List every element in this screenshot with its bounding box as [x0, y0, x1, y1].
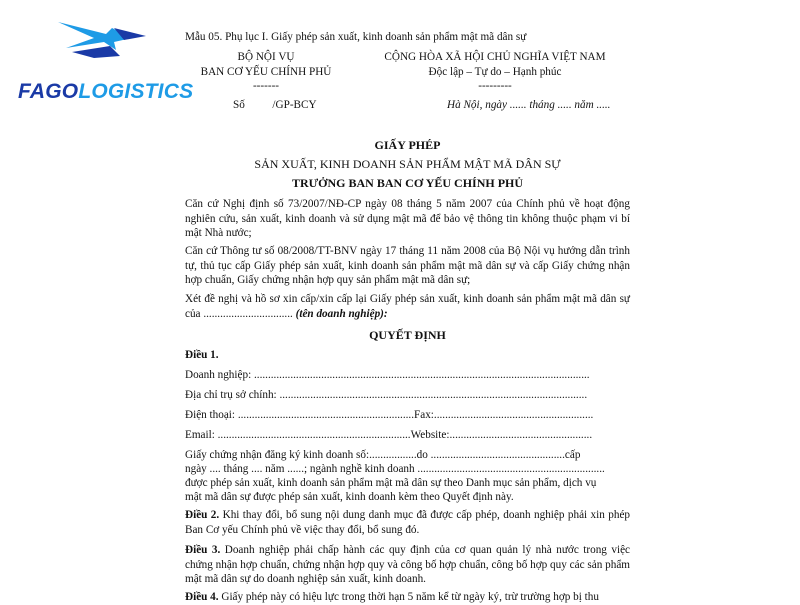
so-value: /GP-BCY: [272, 99, 317, 111]
article-2: [185, 508, 630, 537]
license-line-4: mật mã dân sự được phép sản xuất, kinh doanh kèm theo Quyết định này.: [185, 491, 514, 503]
article-3-label: Điều 3.: [185, 544, 221, 556]
preamble-3: [185, 292, 630, 321]
header-right: [365, 50, 625, 94]
decision-heading: QUYẾT ĐỊNH: [369, 328, 446, 342]
title-giay-phep: GIẤY PHÉP: [374, 138, 441, 152]
preamble-3-company: (tên doanh nghiệp):: [295, 307, 388, 320]
title-subject: SẢN XUẤT, KINH DOANH SẢN PHẨM MẬT MÃ DÂN SỰ: [254, 157, 561, 171]
national-motto: Độc lập – Tự do – Hạnh phúc: [428, 65, 562, 78]
right-divider: ---------: [478, 80, 512, 93]
preamble-2: Căn cứ Thông tư số 08/2008/TT-BNV ngày 17 tháng 11 năm 2008 của Bộ Nội vụ hướng dẫn trình tự, thủ tục cấp Giấy phép sản xuất, kinh doanh sản phẩm mật mã dân sự và cấp Giấy chứng nhận hợp chuẩn, Giấy chứng nhận hợp quy sản phẩm mật mã dân sự;: [185, 245, 630, 287]
article-4-label: Điều 4.: [185, 591, 219, 603]
org-department: BAN CƠ YẾU CHÍNH PHỦ: [200, 65, 332, 78]
article-2-text: Khi thay đổi, bổ sung nội dung danh mục đã được cấp phép, doanh nghiệp phải xin phép Ban Cơ yếu Chính phủ về việc thay đổi, bổ sung đó.: [185, 509, 631, 536]
org-ministry: BỘ NỘI VỤ: [237, 51, 295, 63]
article-4: [185, 590, 599, 605]
logo-text-fago: FAGO: [18, 80, 79, 103]
date-line: Hà Nội, ngày ...... tháng ..... năm .....: [447, 99, 611, 111]
fagologistics-logo: [14, 18, 196, 108]
article-2-label: Điều 2.: [185, 509, 220, 521]
article-3: [185, 543, 630, 587]
field-address: Địa chỉ trụ sở chính: ..............................................................................................................: [185, 389, 588, 401]
preamble-1: Căn cứ Nghị định số 73/2007/NĐ-CP ngày 08 tháng 5 năm 2007 của Chính phủ về hoạt động nghiên cứu, sản xuất, kinh doanh và sử dụng mật mã để bảo vệ thông tin không thuộc phạm vi bí mật Nhà nước;: [185, 198, 630, 240]
article-4-text: Giấy phép này có hiệu lực trong thời hạn 5 năm kể từ ngày ký, trừ trường hợp bị thu: [221, 591, 599, 603]
left-divider: -------: [252, 80, 280, 93]
license-line-1: Giấy chứng nhận đăng ký kinh doanh số:.................do ................................................cấp: [185, 449, 581, 461]
field-phone-fax: Điện thoại: ...............................................................Fax:.........................................................: [185, 409, 594, 421]
paper-plane-arrow-icon: [54, 18, 154, 80]
document-number: [233, 98, 317, 113]
so-label: Số: [233, 99, 245, 111]
national-title: CỘNG HÒA XÃ HỘI CHỦ NGHĨA VIỆT NAM: [384, 51, 606, 63]
article-1-label: Điều 1.: [185, 349, 219, 361]
field-company: Doanh nghiệp: ........................................................................................................................: [185, 369, 590, 381]
logo-text-logistics: LOGISTICS: [78, 80, 194, 103]
form-number: Mẫu 05. Phụ lục I. Giấy phép sản xuất, kinh doanh sản phẩm mật mã dân sự: [185, 31, 527, 43]
article-3-text: Doanh nghiệp phải chấp hành các quy định của cơ quan quản lý nhà nước trong việc chứng nhận hợp chuẩn, chứng nhận hợp quy và công bố hợp chuẩn, công bố hợp quy các sản phẩm mật mã dân sự do doanh nghiệp sản xuất, kinh doanh.: [185, 544, 630, 586]
field-email-website: Email: .....................................................................Website:...................................................: [185, 429, 593, 441]
license-line-2: ngày .... tháng .... năm ......; ngành nghề kinh doanh ...................................................................: [185, 463, 605, 475]
header-left: [191, 50, 341, 94]
preamble-3-text: Xét đề nghị và hồ sơ xin cấp/xin cấp lại Giấy phép sản xuất, kinh doanh sản phẩm mật mã dân sự của ................................: [185, 293, 630, 320]
title-authority: TRƯỞNG BAN BAN CƠ YẾU CHÍNH PHỦ: [291, 176, 524, 190]
license-line-3: được phép sản xuất, kinh doanh sản phẩm mật mã dân sự theo Danh mục sản phẩm, dịch vụ: [185, 477, 597, 489]
